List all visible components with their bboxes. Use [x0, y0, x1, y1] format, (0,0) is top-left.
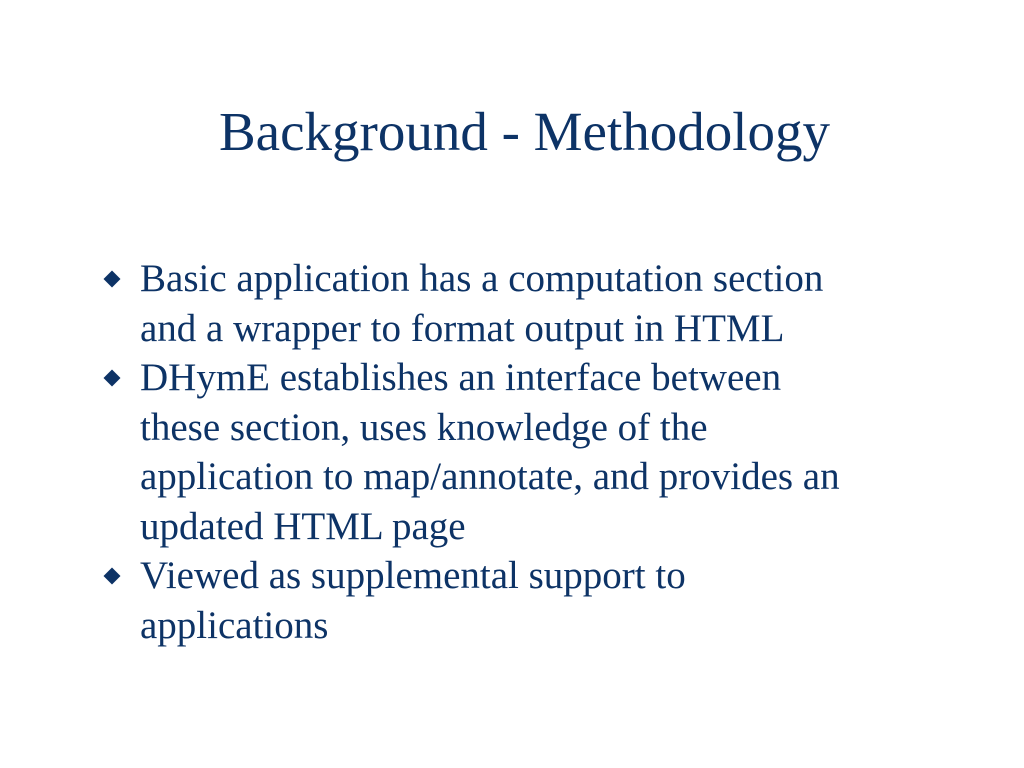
bullet-line: Basic application has a computation section — [140, 257, 824, 300]
diamond-bullet-icon — [104, 271, 121, 288]
bullet-line: updated HTML page — [140, 504, 466, 548]
bullet-item — [102, 353, 982, 551]
bullet-line: applications — [140, 603, 329, 647]
bullet-line: DHymE establishes an interface between — [140, 356, 782, 399]
bullet-item — [102, 551, 982, 650]
bullet-line: application to map/annotate, and provides an — [140, 455, 840, 498]
slide-title: Background - Methodology — [219, 101, 831, 162]
bullet-line: and a wrapper to format output in HTML — [140, 306, 785, 350]
bullet-item — [102, 254, 982, 353]
bullet-list — [102, 254, 982, 650]
diamond-bullet-icon — [104, 568, 121, 585]
bullet-line: Viewed as supplemental support to — [140, 554, 686, 597]
diamond-bullet-icon — [104, 370, 121, 387]
bullet-line: these section, uses knowledge of the — [140, 405, 708, 449]
